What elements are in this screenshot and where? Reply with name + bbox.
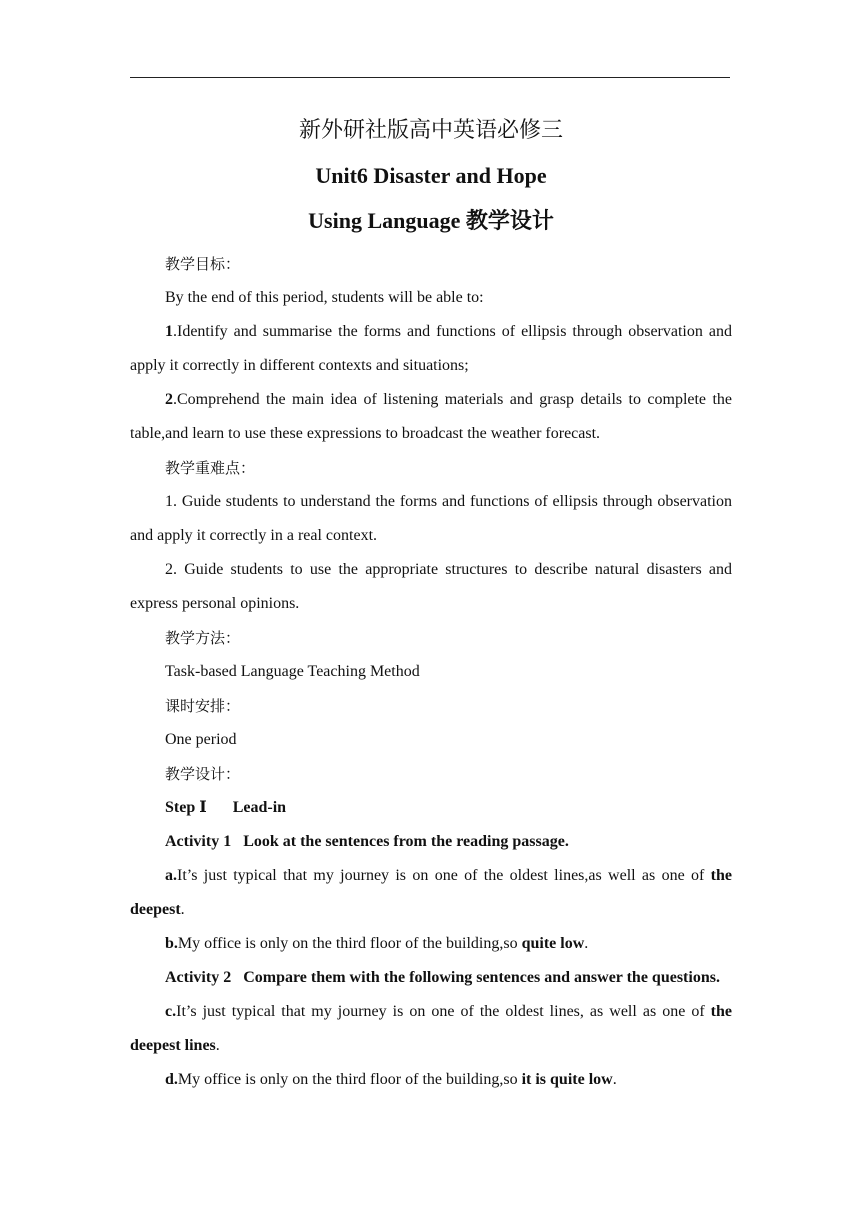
activity-name: Activity 2 [165,969,232,986]
sentence-a [130,859,732,927]
objective-text: .Identify and summarise the forms and functions of ellipsis through observation and apply it correctly in different contexts and situations; [130,323,732,374]
objective-item-1 [130,315,732,383]
objective-text: .Comprehend the main idea of listening materials and grasp details to complete the table,and learn to use these expressions to broadcast the weather forecast. [130,391,732,442]
objectives-intro: By the end of this period, students will be able to: [165,289,484,306]
step-name: Step Ⅰ [165,799,207,816]
sentence-end: . [180,901,185,918]
objective-number: 1 [165,323,173,340]
sentence-end: . [215,1037,220,1054]
title-cn: 新外研社版高中英语必修三 [298,118,563,143]
key-points-label: 教学重难点： [165,459,256,477]
method-value: Task-based Language Teaching Method [165,663,420,680]
sentence-c [130,995,732,1063]
title-lesson: Using Language 教学设计 [308,208,554,233]
sentence-end: . [584,935,589,952]
sentence-bold: the deepest [130,867,732,918]
sentence-text: My office is only on the third floor of the building,so [177,1071,522,1088]
sentence-b [130,927,732,961]
key-point-2: 2. Guide students to use the appropriate structures to describe natural disasters and express personal opinions. [130,561,732,612]
method-label: 教学方法： [165,629,241,647]
sentence-bold: the deepest lines [130,1003,732,1054]
activity-name: Activity 1 [165,833,232,850]
activity-1-heading [130,825,732,859]
key-point-1: 1. Guide students to understand the forms and functions of ellipsis through observation and apply it correctly in a real context. [130,493,732,544]
header-rule [130,77,730,78]
step-title: Lead-in [232,799,287,816]
design-label: 教学设计： [165,765,241,783]
activity-2-heading [130,961,732,995]
activity-title: Look at the sentences from the reading passage. [243,833,569,850]
objective-number: 2 [165,391,173,408]
sentence-bold: quite low [521,935,585,952]
objective-item-2 [130,383,732,451]
sentence-label: d. [165,1071,178,1088]
sentence-label: b. [165,935,178,952]
sentence-label: a. [165,867,177,884]
title-unit: Unit6 Disaster and Hope [315,163,547,188]
sentence-text: It’s just typical that my journey is on one of the oldest lines,as well as one of [177,867,711,884]
sentence-label: c. [165,1003,177,1020]
sentence-end: . [612,1071,617,1088]
document-page [130,108,732,1097]
schedule-label: 课时安排： [165,697,241,715]
content-body [130,247,732,1097]
sentence-d [130,1063,732,1097]
sentence-text: My office is only on the third floor of the building,so [177,935,522,952]
schedule-value: One period [165,731,237,748]
activity-title: Compare them with the following sentences and answer the questions. [243,969,720,986]
sentence-bold: it is quite low [521,1071,613,1088]
step-heading [130,791,732,825]
objectives-label: 教学目标： [165,255,241,273]
sentence-text: It’s just typical that my journey is on one of the oldest lines, as well as one of [176,1003,711,1020]
